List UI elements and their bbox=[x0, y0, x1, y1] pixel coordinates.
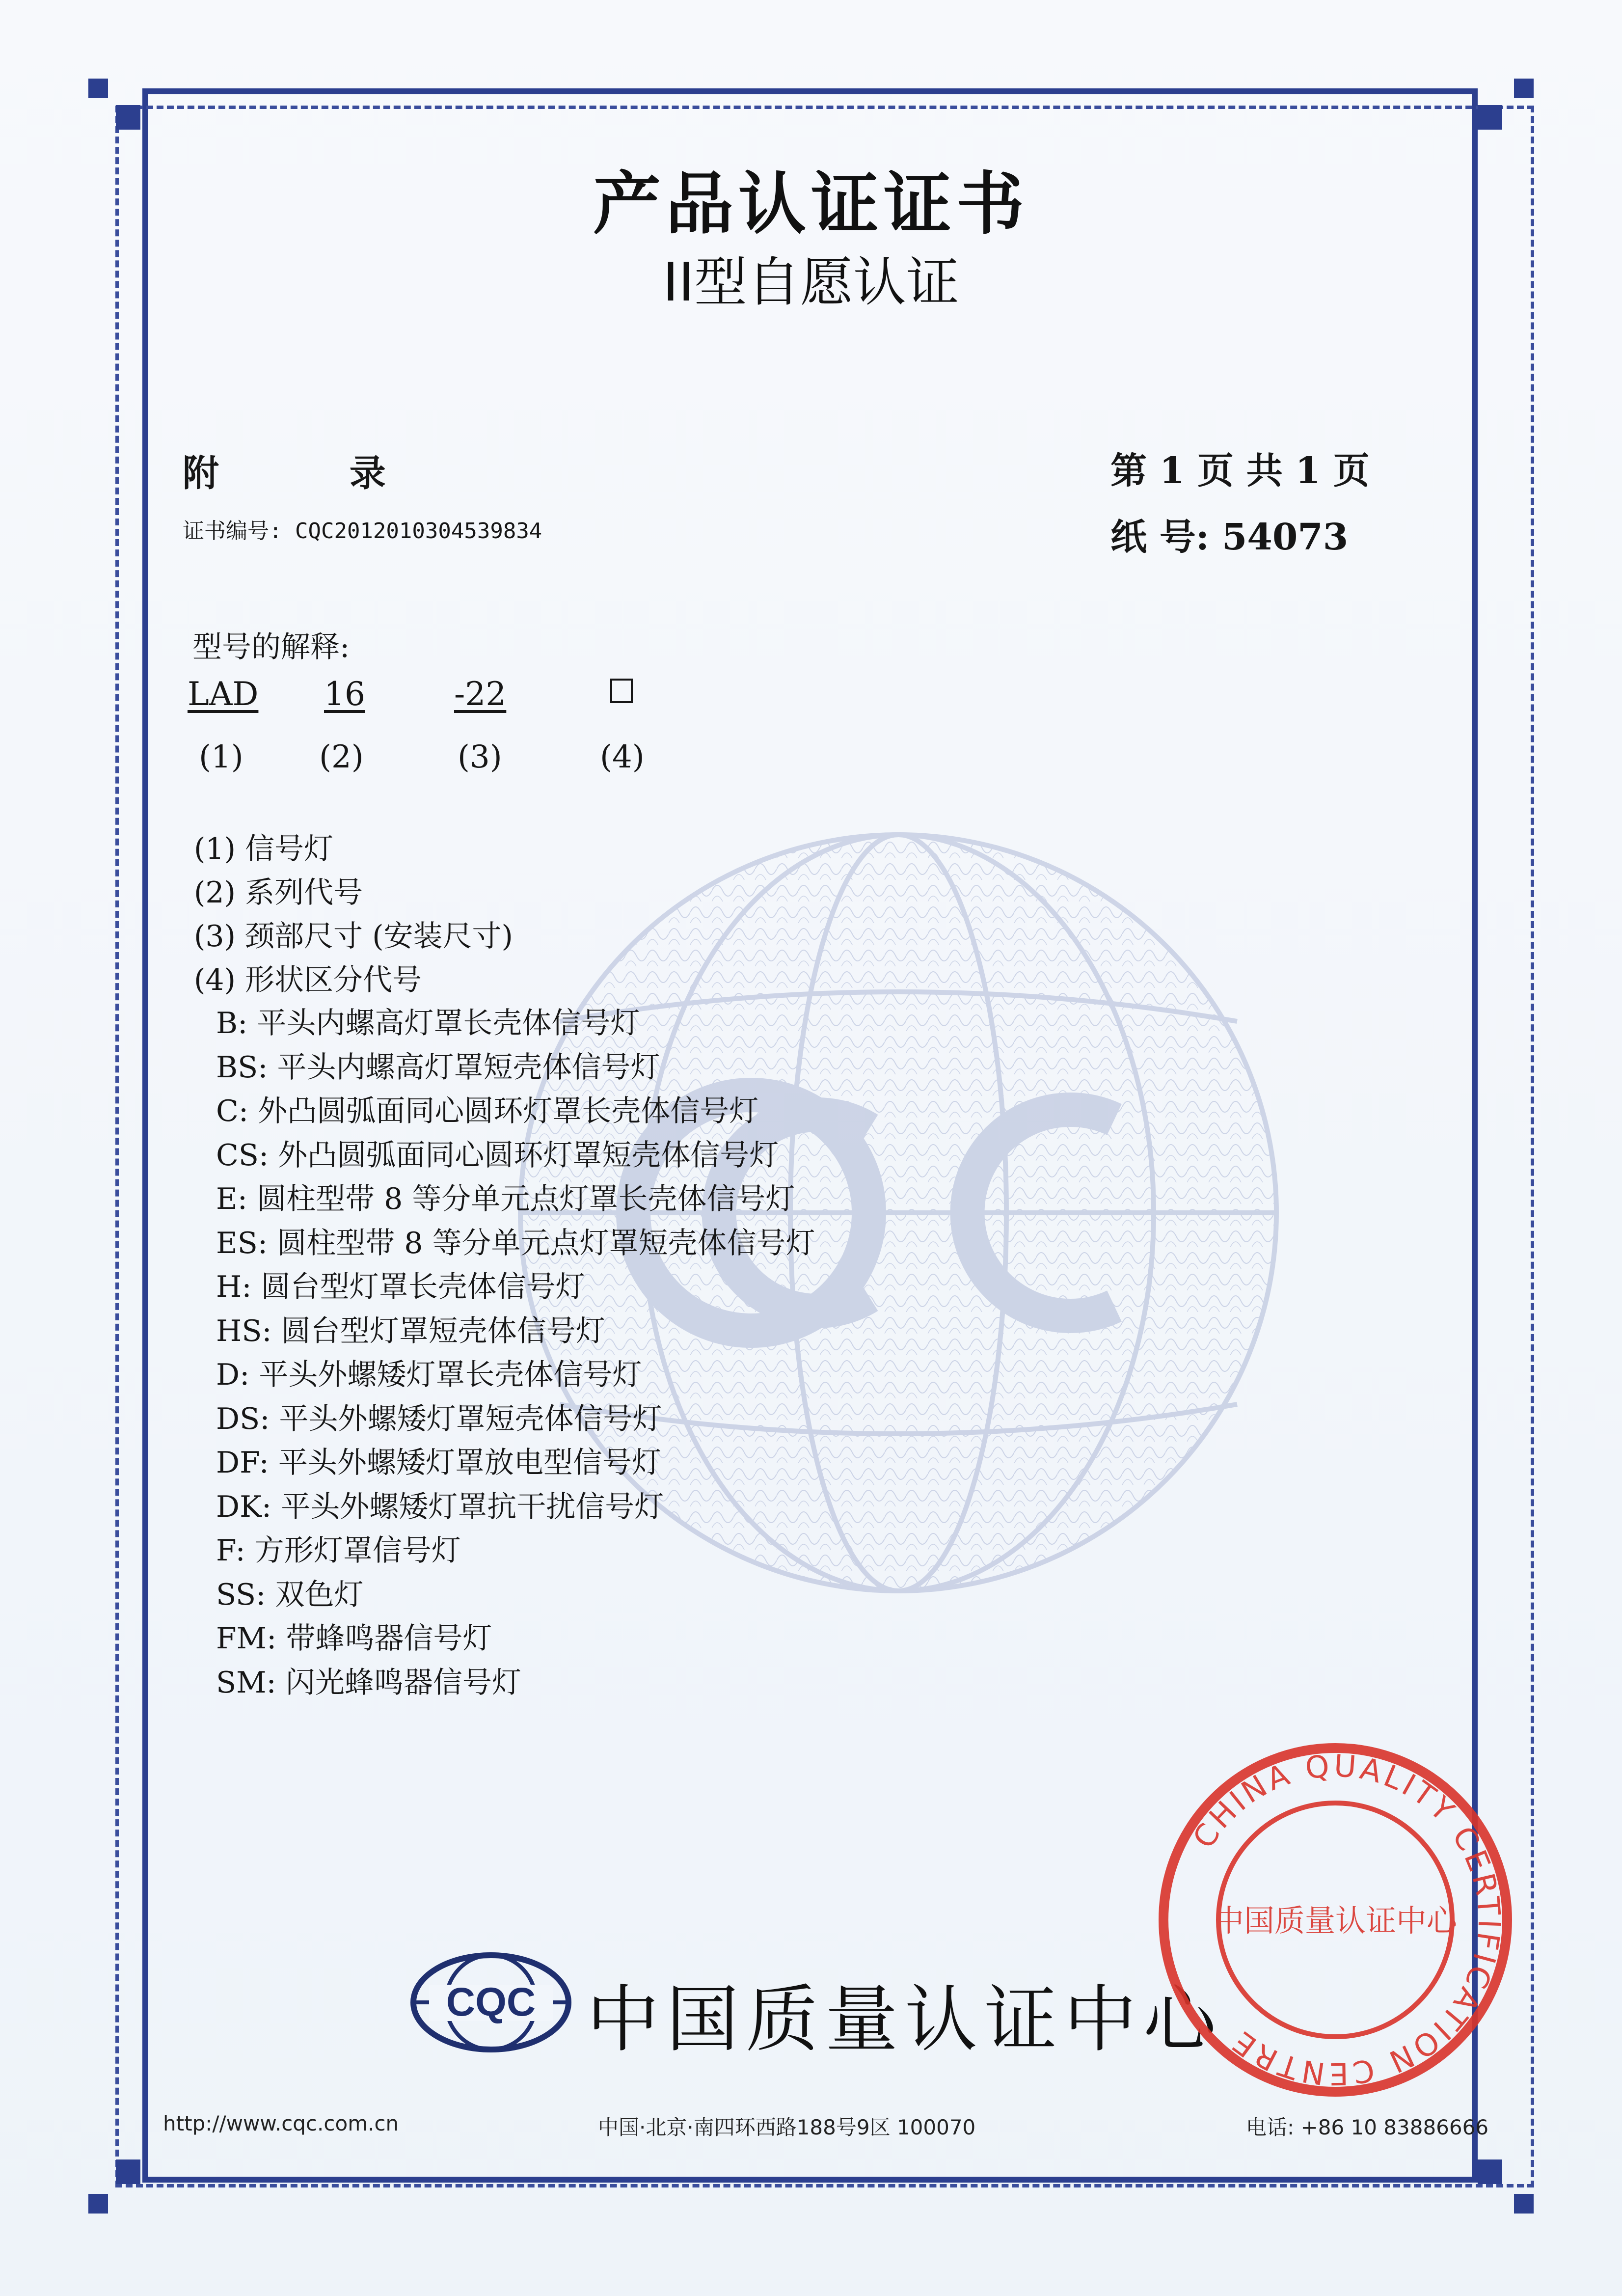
shape-code-item: FM: 带蜂鸣器信号灯 bbox=[216, 1621, 492, 1656]
model-part-number-4: (4) bbox=[600, 739, 645, 775]
shape-code-item: DF: 平头外螺矮灯罩放电型信号灯 bbox=[216, 1446, 661, 1480]
shape-code-item: F: 方形灯罩信号灯 bbox=[216, 1533, 461, 1568]
corner-mark-top-left bbox=[116, 105, 140, 130]
certificate-subtitle: II型自愿认证 bbox=[663, 252, 959, 313]
model-part-number-1: (1) bbox=[199, 739, 243, 775]
explanation-item: (2) 系列代号 bbox=[194, 875, 363, 910]
corner-mark-bottom-right-offset bbox=[1514, 2194, 1534, 2214]
corner-mark-bottom-right bbox=[1478, 2159, 1502, 2184]
model-part-number-3: (3) bbox=[458, 739, 502, 775]
cqc-logo-text: CQC bbox=[446, 1980, 536, 2024]
explanation-item: (4) 形状区分代号 bbox=[194, 963, 422, 997]
cqc-logo bbox=[408, 1950, 573, 2054]
model-part-code: 16 bbox=[324, 675, 365, 713]
appendix-label: 附 录 bbox=[183, 452, 445, 494]
explanation-list bbox=[194, 827, 513, 1002]
address-text: 中国·北京·南四环西路188号9区 100070 bbox=[598, 2115, 976, 2139]
shape-code-item: SS: 双色灯 bbox=[216, 1577, 364, 1612]
shape-code-item: DK: 平头外螺矮灯罩抗干扰信号灯 bbox=[216, 1489, 664, 1524]
model-part-shape-box bbox=[610, 679, 633, 703]
website-link[interactable]: http://www.cqc.com.cn bbox=[163, 2111, 399, 2135]
certification-seal bbox=[1156, 1741, 1514, 2099]
certificate-number: 证书编号: CQC2012010304539834 bbox=[183, 519, 542, 544]
shape-code-item: DS: 平头外螺矮灯罩短壳体信号灯 bbox=[216, 1401, 662, 1436]
corner-mark-top-left-offset bbox=[88, 79, 108, 98]
corner-mark-bottom-left bbox=[116, 2159, 140, 2184]
model-part-size: -22 bbox=[454, 675, 507, 713]
shape-code-item: H: 圆台型灯罩长壳体信号灯 bbox=[216, 1270, 585, 1304]
shape-code-item: BS: 平头内螺高灯罩短壳体信号灯 bbox=[216, 1050, 660, 1085]
corner-mark-top-right-offset bbox=[1514, 79, 1534, 98]
organization-name: 中国质量认证中心 bbox=[587, 1977, 1223, 2062]
paper-number: 纸 号: 54073 bbox=[1110, 516, 1349, 558]
corner-mark-bottom-left-offset bbox=[88, 2194, 108, 2214]
explanation-item: (1) 信号灯 bbox=[194, 832, 334, 866]
shape-code-item: ES: 圆柱型带 8 等分单元点灯罩短壳体信号灯 bbox=[216, 1226, 815, 1260]
seal-inner-text: 中国质量认证中心 bbox=[1213, 1903, 1458, 1939]
shape-code-item: E: 圆柱型带 8 等分单元点灯罩长壳体信号灯 bbox=[216, 1182, 795, 1216]
shape-code-item: HS: 圆台型灯罩短壳体信号灯 bbox=[216, 1313, 605, 1348]
model-part-number-2: (2) bbox=[319, 739, 364, 775]
model-explanation-title: 型号的解释: bbox=[192, 630, 350, 664]
shape-code-item: B: 平头内螺高灯罩长壳体信号灯 bbox=[216, 1006, 640, 1040]
page-indicator: 第 1 页 共 1 页 bbox=[1110, 450, 1370, 492]
corner-mark-top-right bbox=[1478, 105, 1502, 130]
shape-code-list bbox=[216, 1002, 815, 1705]
shape-code-item: D: 平头外螺矮灯罩长壳体信号灯 bbox=[216, 1358, 642, 1392]
shape-code-item: CS: 外凸圆弧面同心圆环灯罩短壳体信号灯 bbox=[216, 1138, 779, 1173]
certificate-title: 产品认证证书 bbox=[593, 164, 1029, 244]
model-part-series: LAD bbox=[188, 675, 259, 713]
explanation-item: (3) 颈部尺寸 (安装尺寸) bbox=[194, 919, 513, 954]
shape-code-item: C: 外凸圆弧面同心圆环灯罩长壳体信号灯 bbox=[216, 1094, 759, 1128]
seal-outer-text: CHINA QUALITY CERTIFICATION CENTRE bbox=[1185, 1748, 1508, 2092]
shape-code-item: SM: 闪光蜂鸣器信号灯 bbox=[216, 1665, 521, 1700]
phone-text: 电话: +86 10 83886666 bbox=[1246, 2115, 1489, 2139]
